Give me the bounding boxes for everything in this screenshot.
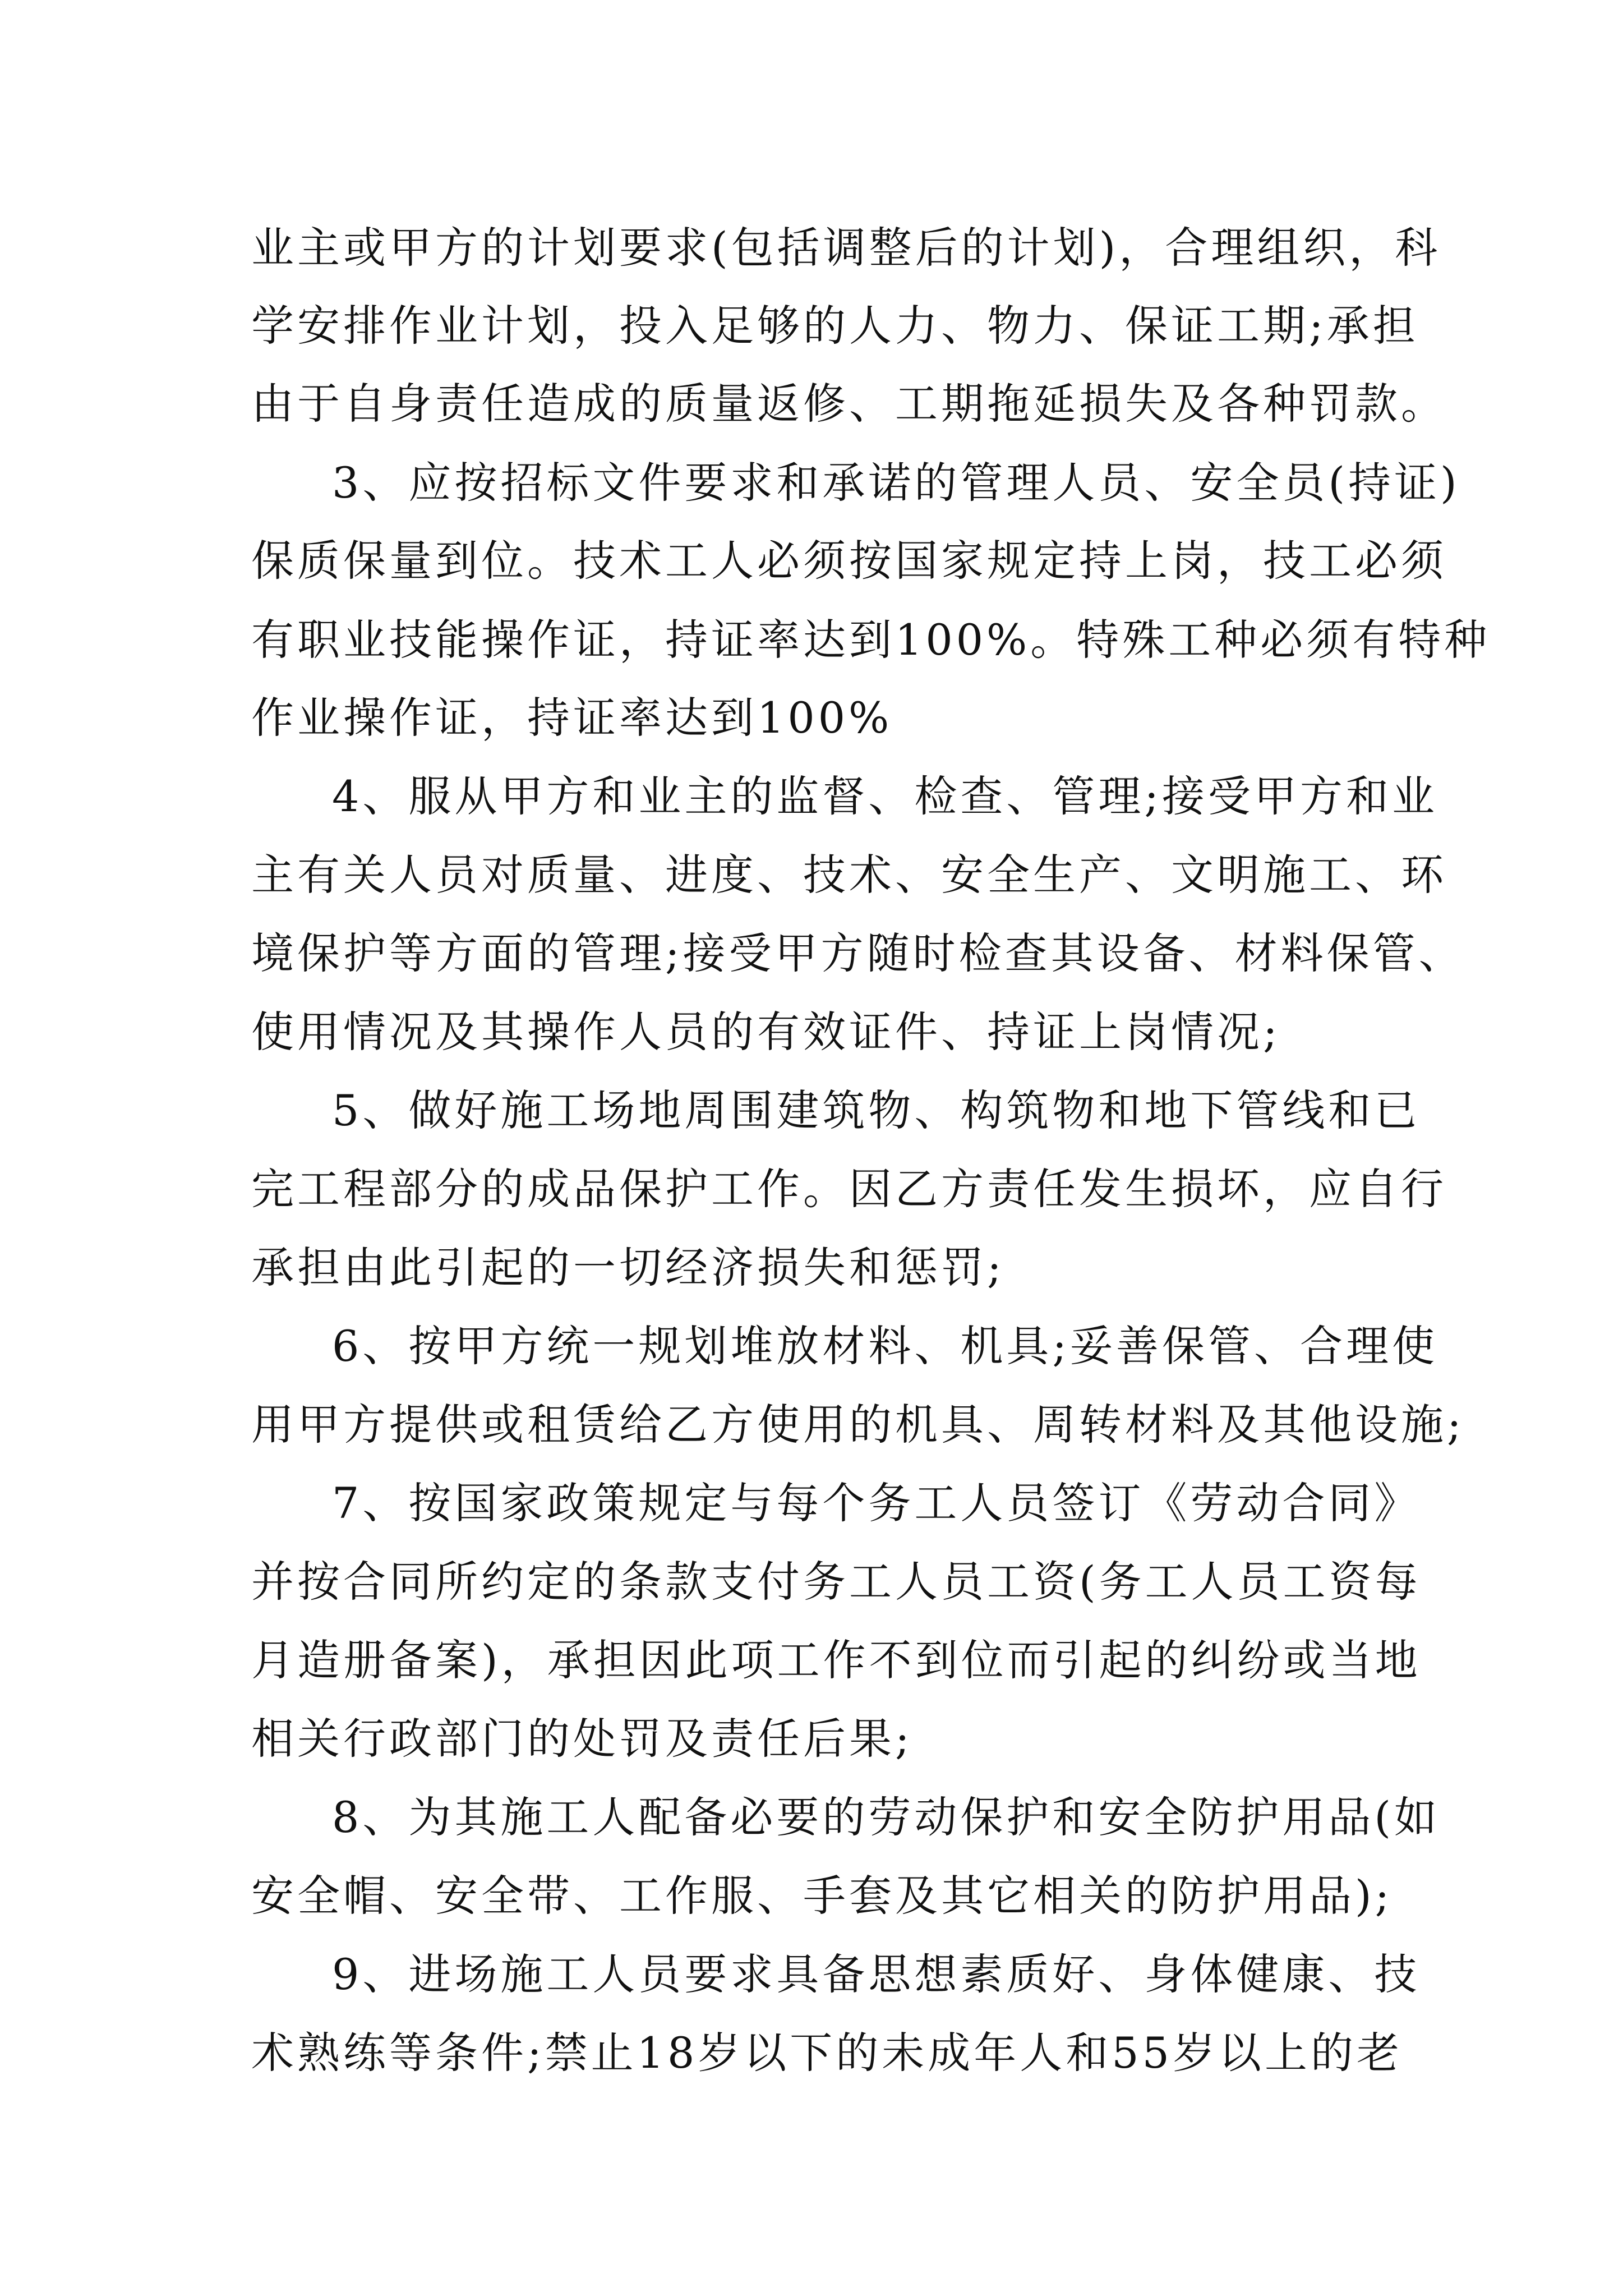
paragraph-7-first-line: 7、按国家政策规定与每个务工人员签订《劳动合同》 — [332, 1478, 1421, 1528]
text-line: 月造册备案)，承担因此项工作不到位而引起的纠纷或当地 — [251, 1635, 1421, 1685]
paragraph-5-first-line: 5、做好施工场地周围建筑物、构筑物和地下管线和已 — [332, 1085, 1421, 1135]
text-line: 由于自身责任造成的质量返修、工期拖延损失及各种罚款。 — [251, 379, 1447, 429]
text-line: 保质保量到位。技术工人必须按国家规定持上岗，技工必须 — [251, 536, 1447, 586]
text-line: 业主或甲方的计划要求(包括调整后的计划)，合理组织，科 — [251, 223, 1441, 273]
paragraph-6-first-line: 6、按甲方统一规划堆放材料、机具;妥善保管、合理使 — [332, 1321, 1438, 1371]
text-line: 承担由此引起的一切经济损失和惩罚; — [251, 1243, 1005, 1292]
text-line: 有职业技能操作证，持证率达到100%。特殊工种必须有特种 — [251, 615, 1491, 665]
text-line: 安全帽、安全带、工作服、手套及其它相关的防护用品); — [251, 1871, 1393, 1921]
text-line: 使用情况及其操作人员的有效证件、持证上岗情况; — [251, 1007, 1281, 1057]
text-line: 完工程部分的成品保护工作。因乙方责任发生损坏，应自行 — [251, 1164, 1447, 1214]
text-line: 术熟练等条件;禁止18岁以下的未成年人和55岁以上的老 — [251, 2028, 1403, 2078]
paragraph-3-first-line: 3、应按招标文件要求和承诺的管理人员、安全员(持证) — [332, 458, 1460, 508]
text-line: 用甲方提供或租赁给乙方使用的机具、周转材料及其他设施; — [251, 1400, 1465, 1450]
text-line: 境保护等方面的管理;接受甲方随时检查其设备、材料保管、 — [251, 928, 1465, 978]
text-line: 作业操作证，持证率达到100% — [251, 693, 893, 743]
text-line: 并按合同所约定的条款支付务工人员工资(务工人员工资每 — [251, 1557, 1421, 1607]
paragraph-8-first-line: 8、为其施工人配备必要的劳动保护和安全防护用品(如 — [332, 1792, 1441, 1842]
text-line: 主有关人员对质量、进度、技术、安全生产、文明施工、环 — [251, 850, 1447, 900]
paragraph-9-first-line: 9、进场施工人员要求具备思想素质好、身体健康、技 — [332, 1949, 1421, 1999]
paragraph-4-first-line: 4、服从甲方和业主的监督、检查、管理;接受甲方和业 — [332, 771, 1438, 821]
text-line: 相关行政部门的处罚及责任后果; — [251, 1714, 913, 1764]
text-line: 学安排作业计划，投入足够的人力、物力、保证工期;承担 — [251, 301, 1419, 351]
